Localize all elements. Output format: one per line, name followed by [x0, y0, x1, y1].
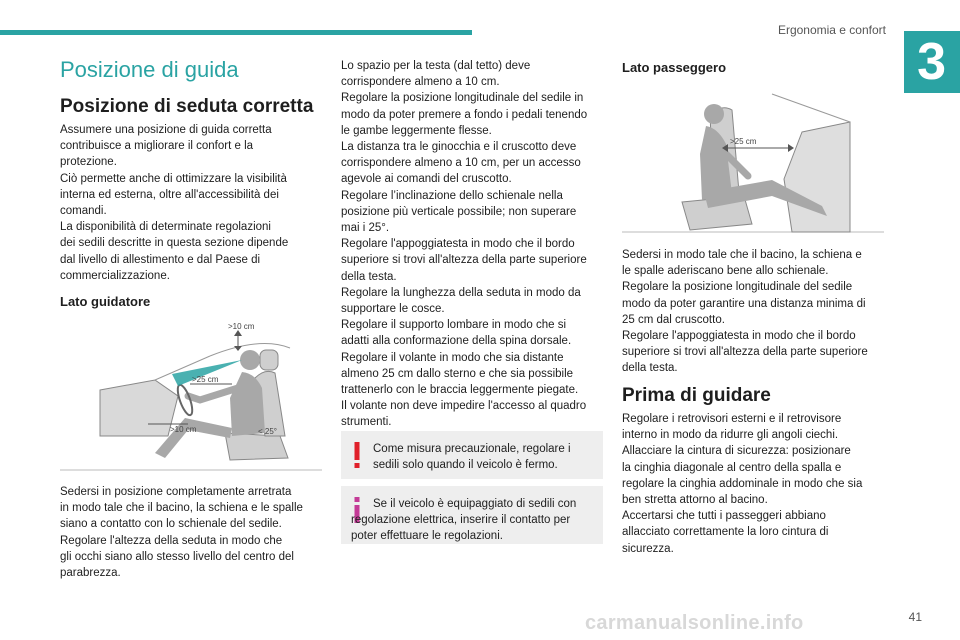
before-driving-instructions: Regolare i retrovisori esterni e il retrovisore interno in modo da ridurre gli angoli ciechi. Allacciare la cintura di sicurezza: posizionare la cinghia diagonale al centro della spalla e regolare la cinghia addominale in modo che sia ben stretta attorno al bacino. Accertarsi che tutti i passeggeri abbiano allacciato correttamente la loro cintura di sicurezza.	[622, 413, 863, 555]
subheading-driver: Lato guidatore	[60, 294, 151, 309]
passenger-instructions: Sedersi in modo tale che il bacino, la schiena e le spalle aderiscano bene allo schienale. Regolare la posizione longitudinale del sedile modo da poter garantire una distanza minima di 25 cm dal cruscotto. Regolare l'appoggiatesta in modo che il bordo superiore si trovi all'altezza della parte superiore della testa.	[622, 249, 868, 375]
section-heading-before-driving: Prima di guidare	[622, 385, 771, 406]
label-head-clearance: >10 cm	[228, 322, 255, 331]
label-chest-distance: >25 cm	[192, 375, 219, 384]
driver-seating-illustration	[60, 318, 322, 473]
warning-notice	[341, 431, 603, 479]
page-number: 41	[908, 610, 922, 624]
section-title: Ergonomia e confort	[777, 23, 886, 37]
watermark: carmanualsonline.info	[585, 612, 804, 634]
label-knee-distance: >10 cm	[170, 425, 197, 434]
info-text: Se il veicolo è equipaggiato di sedili con regolazione elettrica, inserire il contatto per poter effettuare le regolazioni.	[351, 498, 577, 543]
label-passenger-distance: >25 cm	[730, 137, 757, 146]
subheading-passenger: Lato passeggero	[622, 60, 727, 75]
driver-caption: Sedersi in posizione completamente arretrata in modo tale che il bacino, la schiena e le spalle siano a contatto con lo schienale del sedile. Regolare l'altezza della seduta in modo che gli occhi siano allo stesso livello del centro del parabrezza.	[60, 486, 303, 580]
warning-text: Come misura precauzionale, regolare i sedili solo quando il veicolo è fermo.	[373, 443, 571, 472]
chapter-number: 3	[917, 33, 946, 91]
label-backrest-angle: < 25°	[258, 427, 277, 436]
passenger-seating-illustration	[622, 84, 884, 234]
info-notice	[341, 486, 603, 544]
warning-exclamation-icon	[351, 441, 363, 469]
adjustment-instructions: Lo spazio per la testa (dal tetto) deve corrispondere almeno a 10 cm. Regolare la posizione longitudinale del sedile in modo da poter premere a fondo i pedali tenendo le gambe leggermente flesse. La distanza tra le ginocchia e il cruscotto deve corrispondere almeno a 10 cm, per un accesso agevole ai comandi del cruscotto. Regolare l’inclinazione dello schienale nella posizione più verticale possibile; non superare mai i 25°. Regolare l'appoggiatesta in modo che il bordo superiore si trovi all'altezza della parte superiore della testa. Regolare la lunghezza della seduta in modo da supportare le cosce. Regolare il supporto lombare in modo che si adatti alla conformazione della spina dorsale. Regolare il volante in modo che sia distante almeno 25 cm dallo sterno e che sia possibile trattenerlo con le braccia leggermente piegate. Il volante non deve impedire l'accesso al quadro strumenti.	[341, 60, 588, 429]
intro-text: Assumere una posizione di guida corretta contribuisce a migliorare il confort e la protezione. Ciò permette anche di ottimizzare la visibilità interna ed esterna, oltre all'accessibilità dei comandi. La disponibilità di determinate regolazioni dei sedili descritte in questa sezione dipende dal livello di allestimento e dal Paese di commercializzazione.	[60, 124, 289, 282]
header-accent-bar	[0, 30, 472, 35]
page-title: Posizione di guida	[60, 57, 239, 82]
section-heading-seating: Posizione di seduta corretta	[60, 96, 314, 117]
